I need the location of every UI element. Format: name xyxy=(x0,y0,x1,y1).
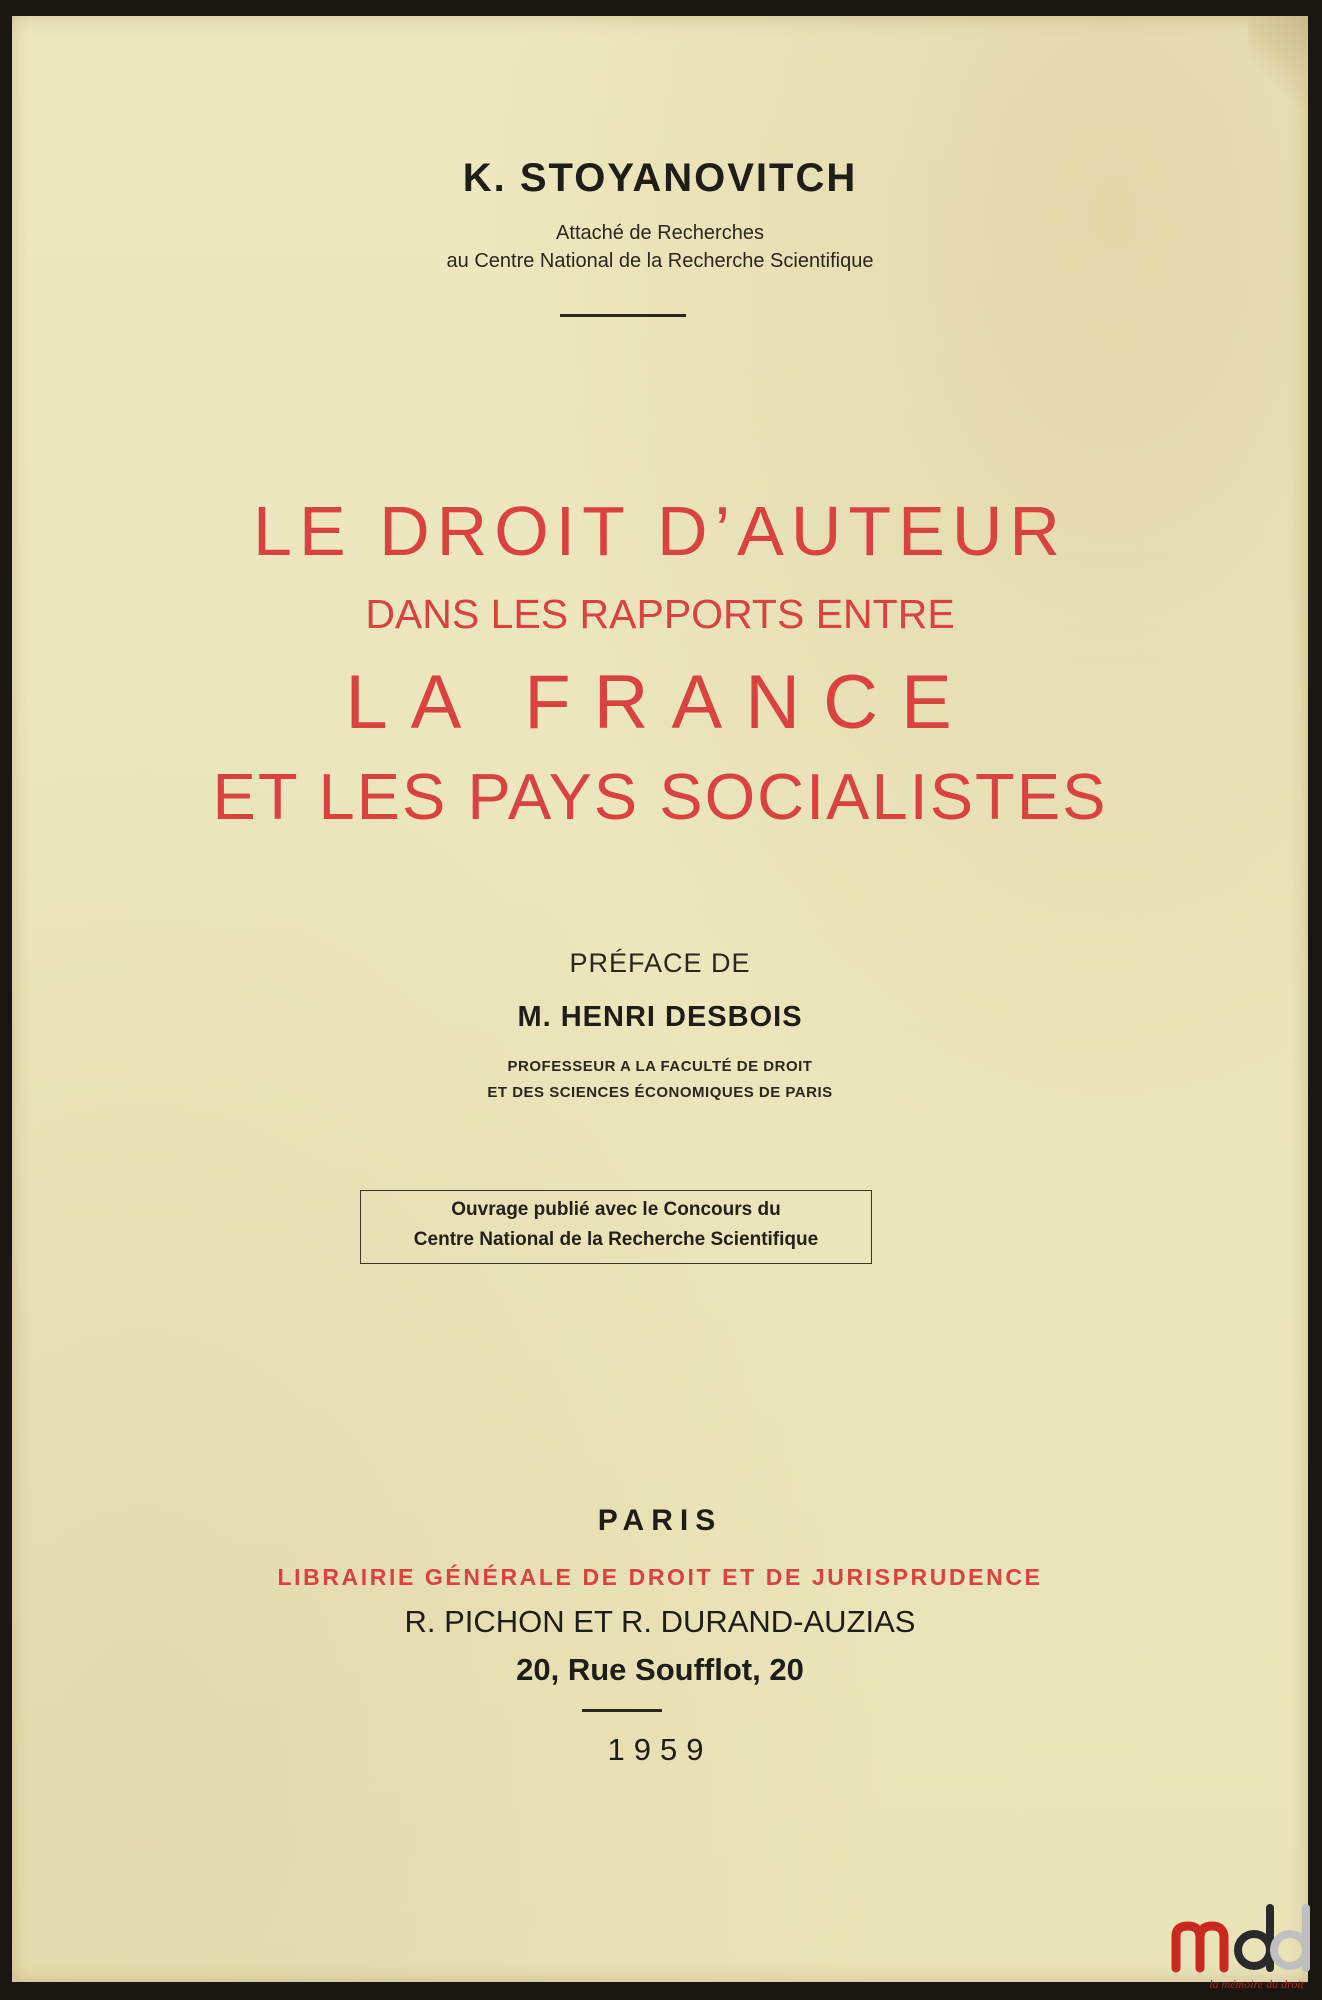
preface-role-line1: PROFESSEUR A LA FACULTÉ DE DROIT xyxy=(507,1058,813,1075)
worn-corner xyxy=(1248,16,1308,106)
notice-line1: Ouvrage publié avec le Concours du xyxy=(451,1199,781,1220)
imprint-city: PARIS xyxy=(597,1504,723,1537)
title-line3: LA FRANCE xyxy=(345,660,975,745)
title-line2: DANS LES RAPPORTS ENTRE xyxy=(365,591,955,637)
mdd-tagline: la mémoire du droit xyxy=(1209,1977,1304,1991)
title-line4: ET LES PAYS SOCIALISTES xyxy=(212,760,1108,833)
preface-label: PRÉFACE DE xyxy=(569,948,751,978)
author-role-line1: Attaché de Recherches xyxy=(556,222,764,244)
publication-year: 1959 xyxy=(607,1732,713,1767)
bottom-divider xyxy=(582,1709,662,1712)
top-divider xyxy=(560,314,686,317)
notice-box xyxy=(360,1190,872,1264)
book-cover xyxy=(12,16,1308,1991)
mdd-logo-mark xyxy=(1162,1896,1322,1980)
title-line1: LE DROIT D’AUTEUR xyxy=(253,492,1067,570)
notice-line2: Centre National de la Recherche Scientifique xyxy=(413,1229,819,1250)
author-name: K. STOYANOVITCH xyxy=(462,156,858,200)
preface-role-line2: ET DES SCIENCES ÉCONOMIQUES DE PARIS xyxy=(487,1084,833,1101)
publisher-owners: R. PICHON ET R. DURAND-AUZIAS xyxy=(404,1604,916,1639)
mdd-logo xyxy=(1162,1896,1322,1996)
publisher-name: LIBRAIRIE GÉNÉRALE DE DROIT ET DE JURISPRUDENCE xyxy=(277,1564,1043,1590)
preface-author: M. HENRI DESBOIS xyxy=(517,1001,803,1033)
author-role-line2: au Centre National de la Recherche Scientifique xyxy=(446,250,874,272)
publisher-address: 20, Rue Soufflot, 20 xyxy=(516,1652,804,1687)
